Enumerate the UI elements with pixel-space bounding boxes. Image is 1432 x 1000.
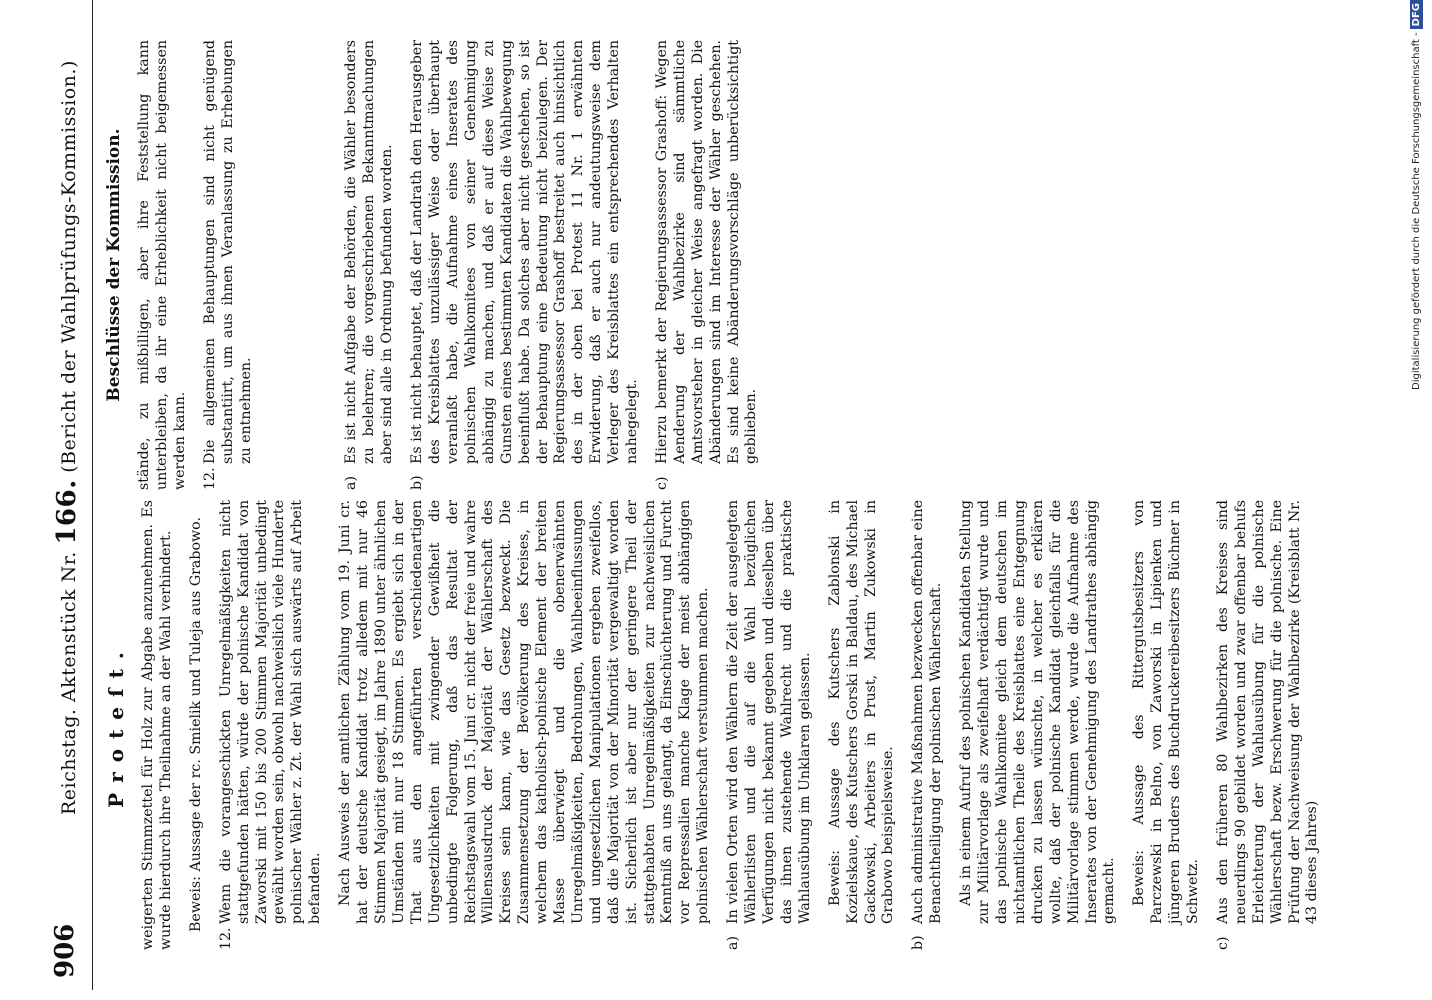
protest-item-a-evidence: Beweis: Aussage des Kutschers Zablonski in Kozielskaue, des Kutschers Gorski in Baldau, des Michael Gackowski, Arbeiters in Prust, Martin Zukowski in Grabowo beispielsweise. [826,500,897,924]
digitization-credit [1410,0,1423,1000]
item-label: c) [1214,936,1231,950]
commission-item-b-text: Es ist nicht behauptet, daß der Landrath den Herausgeber des Kreisblattes unzulässiger Weise oder überhaupt veranlaßt habe, die Aufnahme eines Inserates des polnischen Wahlkomitees von seiner Genehmigung abhängig zu machen, und daß er auf diese Weise zu Gunsten eines bestimmten Kandidaten die Wahlbewegung beeinflußt habe. Da solches aber nicht geschehen, so ist der Behauptung eine Bedeutung nicht beizulegen. Der Regierungsassessor Grashoff bestreitet auch hinsichtlich des in der oben bei Protest 11 Nr. 1 erwähnten Erwiderung, daß er auch nur andeutungsweise dem Verleger des Kreisblattes ein entsprechendes Verhalten nahegelegt. [409,40,641,464]
protest-item-b [910,500,1203,950]
commission-item-a [343,40,397,490]
commission-paragraph-12 [202,40,256,490]
spacer [267,40,343,490]
running-head-number: 166. [52,479,82,545]
commission-item-c [654,40,761,490]
item-label: a) [343,476,360,490]
commission-column [100,40,773,490]
commission-heading: Beschlüsse der Kommission. [104,128,124,402]
paragraph-number: 12. [217,927,234,950]
protest-item-b-evidence: Beweis: Aussage des Rittergutsbesitzers von Parczewski in Belno, von Zaworski in Lipienken und jüngeren Bruders des Buchdruckereibesitzers Büchner in Schwetz. [1131,500,1202,924]
protest-heading: Proteſt. [104,642,128,808]
protest-paragraph-12-a: Wenn die vorangeschickten Unregelmäßigkeiten nicht stattgefunden hätten, würde der polnische Kandidat von Zaworski mit 150 bis 200 Stimmen Majorität unbedingt gewählt worden sein, obwohl nachweislich viele Hunderte polnischer Wähler z. Zt. der Wahl sich auswärts auf Arbeit befanden. [217,500,324,924]
protest-item-c [1215,500,1322,950]
header-rule [92,0,93,990]
page-header [0,0,110,1000]
protest-paragraph-12-b: Nach Ausweis der amtlichen Zählung vom 19. Juni cr. hat der deutsche Kandidat trotz alledem mit nur 46 Stimmen Majorität gesiegt, im Jahre 1890 unter ähnlichen Umständen mit nur 18 Stimmen. Es ergiebt sich in der That aus den angeführten verschiedenartigen Ungesetzlichkeiten mit zwingender Gewißheit die unbedingte Folgerung, daß das Resultat der Reichstagswahl vom 15. Juni cr. nicht der freie und wahre Willensausdruck der Majorität der Wählerschaft des Kreises sein kann, wie das Gesetz bezweckt. Die Zusammensetzung der Bevölkerung des Kreises, in welchem das katholisch-polnische Element der breiten Masse überwiegt und die obenerwähnten Unregelmäßigkeiten, Bedrohungen, Wahlbeeinflussungen und ungesetzlichen Manipulationen ergeben zweifellos, daß die Majorität von der Minorität vergewaltigt worden ist. Sicherlich ist aber nur der geringere Theil der stattgehabten Unregelmäßigkeiten zur nachweislichen Kenntniß an uns gelangt, da Einschüchterung und Furcht vor Repressalien manche Klage der meist abhängigen polnischen Wählerschaft verstummen machen. [337,500,712,924]
commission-item-c-text: Hierzu bemerkt der Regierungsassessor Grashoff: Wegen Aenderung der Wahlbezirke sind sämmtliche Amtsvorsteher in gleicher Weise angefragt worden. Die Abänderungen sind im Interesse der Wähler geschehen. Es sind keine Abänderungsvorschläge unberücksichtigt geblieben. [653,40,760,464]
protest-item-b-text: Auch administrative Maßnahmen bezwecken offenbar eine Benachtheiligung der polnischen Wählerschaft. [910,500,945,924]
commission-item-b [409,40,642,490]
credit-text: Digitalisierung gefördert durch die Deutsche Forschungsgemeinschaft - [1411,32,1422,390]
protest-intro-evidence: Beweis: Aussage der rc. Smielik und Tuleja aus Grabowo. [187,517,204,932]
item-label: c) [653,476,670,490]
protest-item-c-text: Aus den früheren 80 Wahlbezirken des Kreises sind neuerdings 90 gebildet worden und zwar offenbar behufs Erleichterung der Wahlausübung für die polnische Wählerschaft bezw. Erschwerung für die polnische. Eine Prüfung der Nachweisung der Wahlbezirke (Kreisblatt Nr. 43 dieses Jahres) [1214,500,1321,924]
item-label: a) [725,936,742,950]
protest-item-a-text: In vielen Orten wird den Wählern die Zeit der ausgelegten Wählerlisten und die auf die Wahl bezüglichen Verfügungen nicht bekannt gegeben und dieselben über das ihnen zustehende Wahlrecht und die praktische Wahlausübung im Unklaren gelassen. [725,500,813,924]
item-label: b) [409,475,426,490]
commission-paragraph-12-text: Die allgemeinen Behauptungen sind nicht genügend substantiirt, um aus ihnen Veranlassung zu Erhebungen zu entnehmen. [201,40,254,464]
paragraph-number: 12. [201,467,218,490]
item-label: b) [910,935,927,950]
commission-intro: stände, zu mißbilligen, aber ihre Feststellung kann unterbleiben, da ihr eine Erheblichkeit nicht beigemessen werden kann. [136,40,188,490]
page-number: 906 [50,923,80,978]
protest-item-a [725,500,898,950]
running-head [52,60,82,815]
protest-intro: weigerten Stimmzettel für Holz zur Abgabe anzunehmen. Es wurde hierdurch ihre Theilnahme an der Wahl verhindert. [140,500,174,950]
dfg-logo: DFG [1410,0,1423,29]
protest-paragraph-12 [218,500,713,950]
protest-item-b-text2: Als in einem Aufruf des polnischen Kandidaten Stellung zur Militärvorlage als zweifelhaft verdächtigt wurde und das polnische Wahlkomitee gleich dem deutschen im nichtamtlichen Theile des Kreisblattes eine Entgegnung drucken zu lassen wünschte, in welcher es erklären wollte, daß der polnische Kandidat gleichfalls für die Militärvorlage stimmen werde, wurde die Aufnahme des Inserates von der Genehmigung des Landrathes abhängig gemacht. [958,500,1118,924]
running-head-left: Reichstag. Aktenstück Nr. [58,551,80,815]
commission-item-a-text: Es ist nicht Aufgabe der Behörden, die Wähler besonders zu belehren; die vorgeschriebenen Bekanntmachungen aber sind alle in Ordnung befunden worden. [343,40,396,464]
running-head-right: (Bericht der Wahlprüfungs-Kommission.) [58,60,80,473]
protest-column [100,500,1334,950]
